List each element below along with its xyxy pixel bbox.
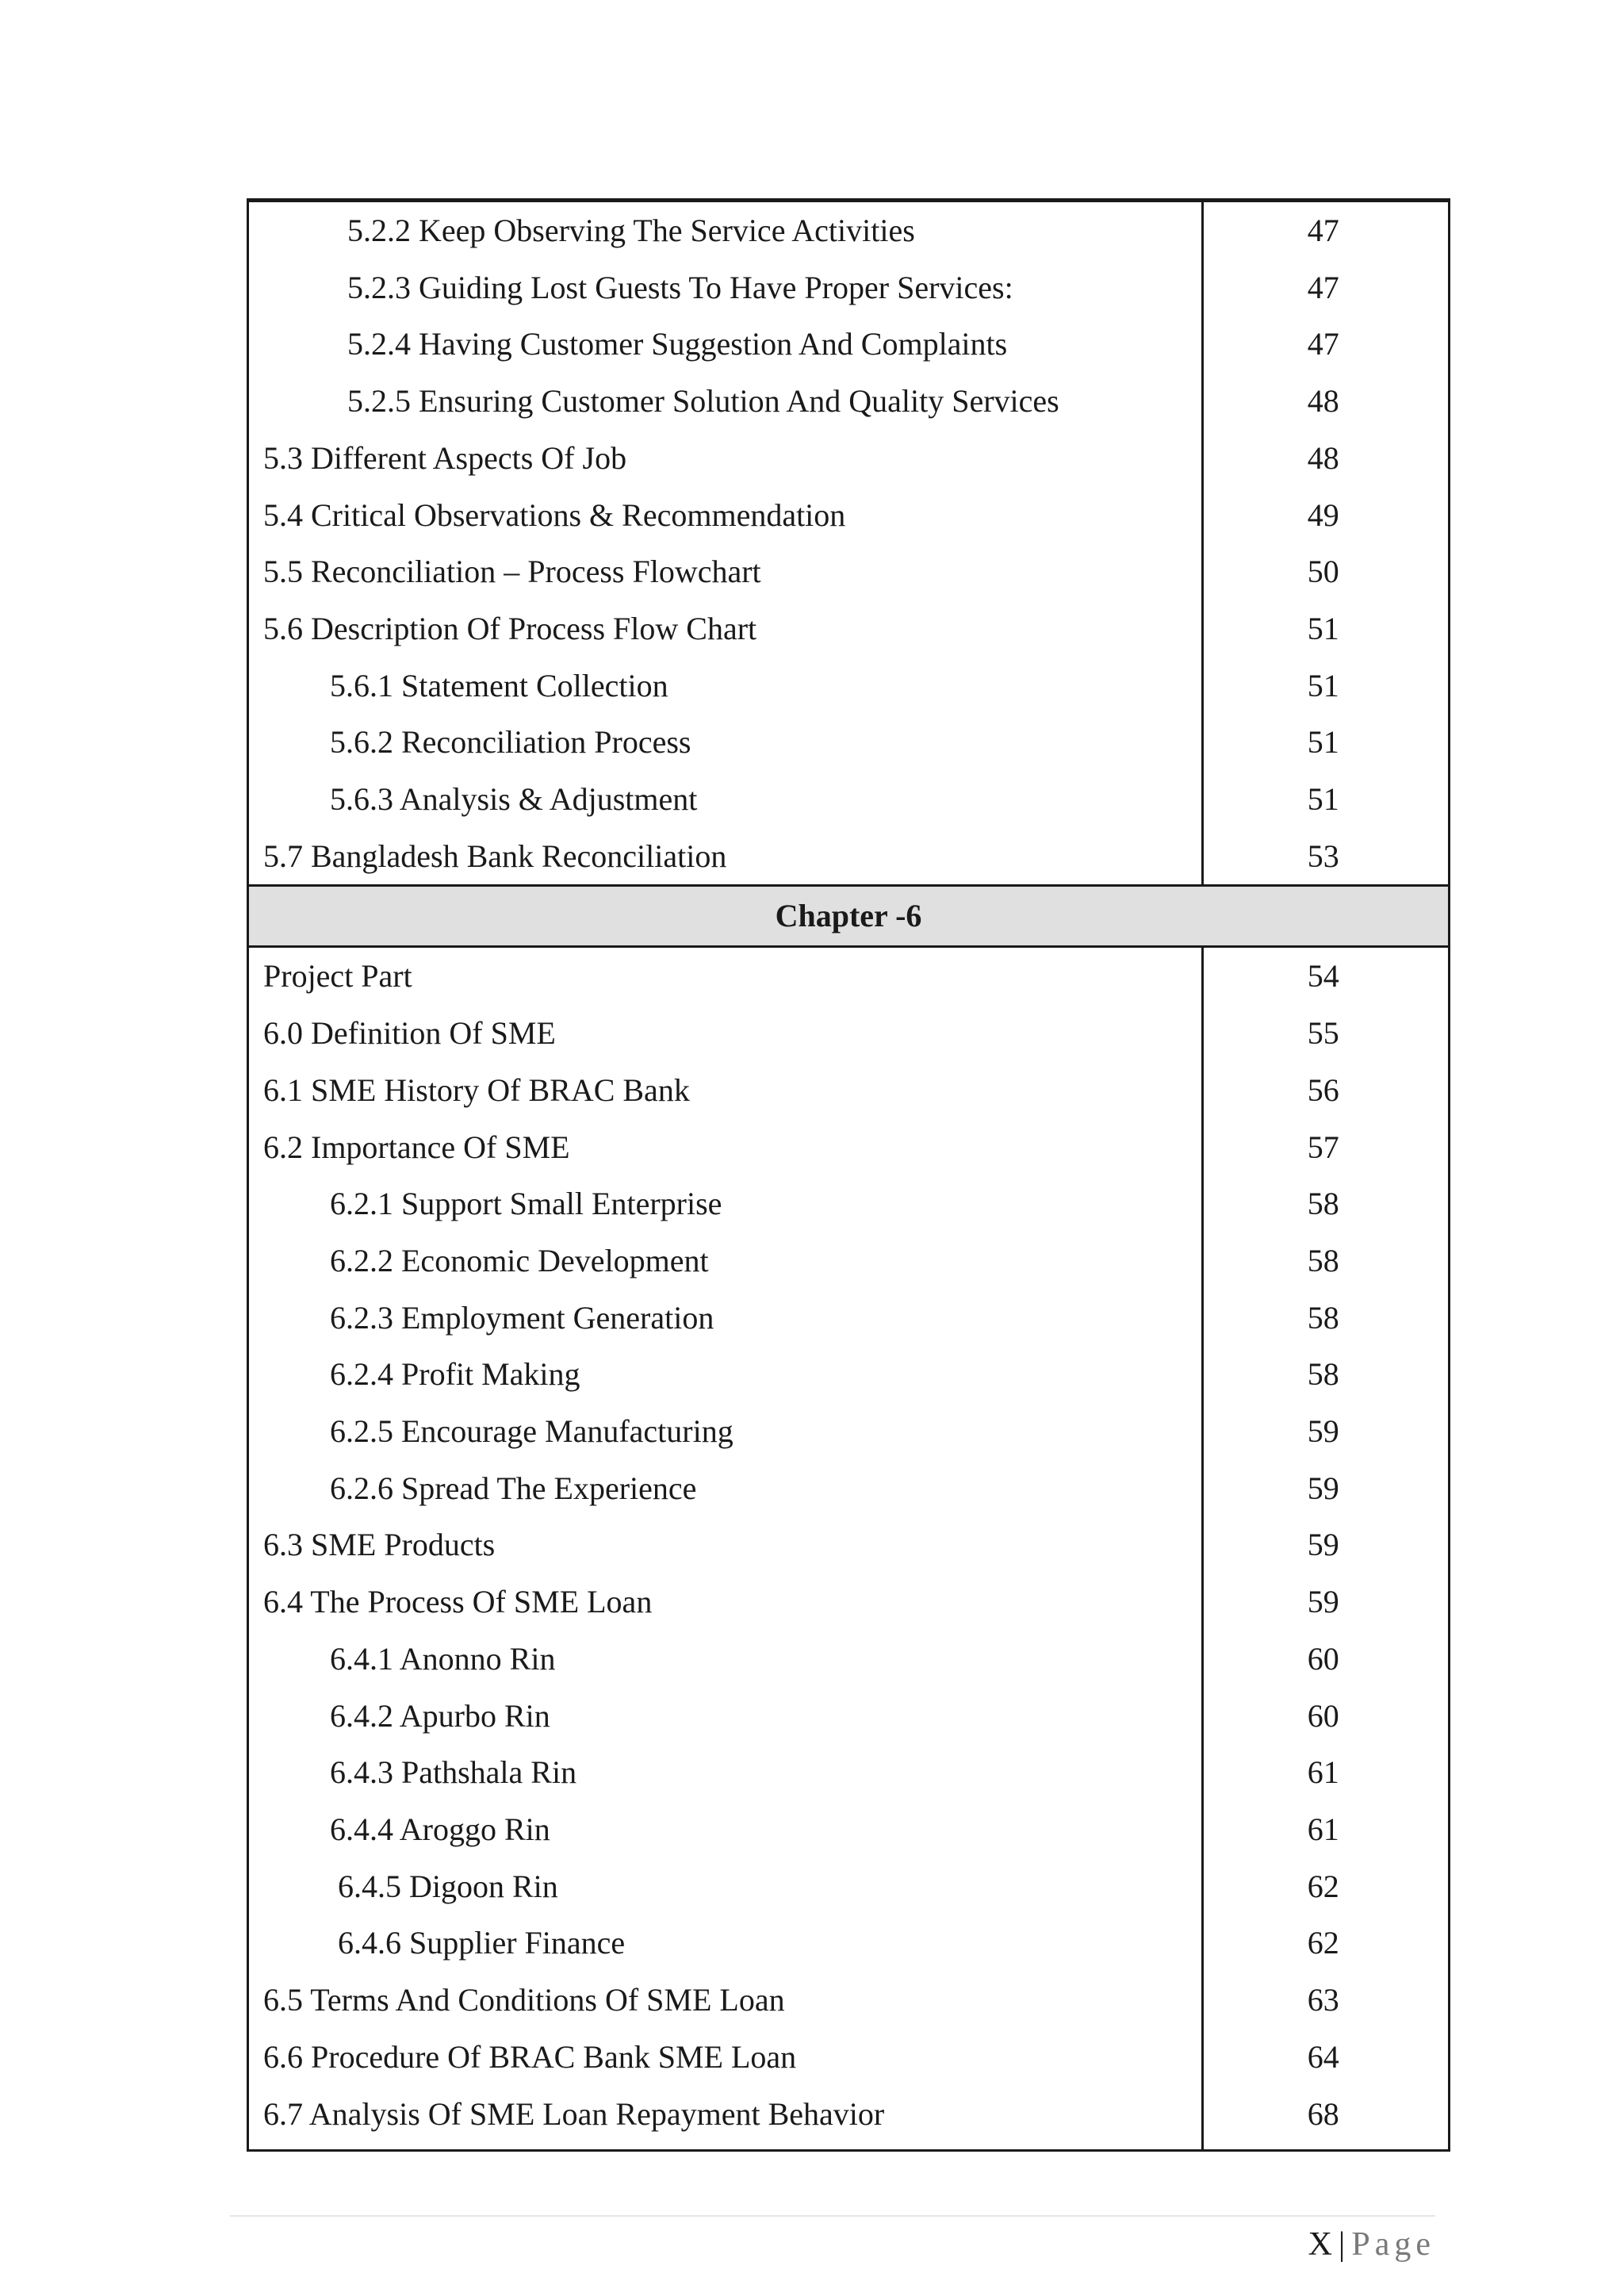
toc-entry-title: 6.4.2 Apurbo Rin [330, 1697, 550, 1734]
footer-divider [230, 2215, 1435, 2217]
toc-entry-title: 5.6.3 Analysis & Adjustment [330, 781, 698, 818]
toc-entry-row [249, 828, 1448, 886]
toc-entry-page: 48 [1202, 430, 1448, 487]
toc-entry-row [249, 1062, 1448, 1119]
toc-entry-page: 47 [1202, 259, 1448, 316]
toc-entry-page: 57 [1202, 1119, 1448, 1176]
toc-entry-title: 6.2.2 Economic Development [330, 1242, 709, 1278]
toc-entry-page: 59 [1202, 1516, 1448, 1573]
toc-entry-title: 6.0 Definition Of SME [263, 1015, 556, 1052]
toc-entry-row [249, 202, 1448, 259]
toc-entry-row [249, 1915, 1448, 1972]
toc-entry-title: 6.5 Terms And Conditions Of SME Loan [263, 1982, 785, 2018]
toc-entry-row [249, 714, 1448, 771]
toc-entry-page: 51 [1202, 771, 1448, 828]
toc-entry-page: 60 [1202, 1688, 1448, 1745]
toc-section-chapter-6 [249, 947, 1448, 2149]
toc-entry-page: 63 [1202, 1972, 1448, 2029]
toc-entry-page: 51 [1202, 714, 1448, 771]
toc-entry-title: 5.2.4 Having Customer Suggestion And Complaints [347, 326, 1008, 362]
toc-entry-title: 6.2.4 Profit Making [330, 1356, 580, 1393]
toc-entry-row [249, 947, 1448, 1005]
toc-entry-page: 49 [1202, 487, 1448, 544]
toc-entry-title: Project Part [263, 958, 412, 995]
toc-entry-row [249, 1858, 1448, 1915]
toc-entry-row [249, 1631, 1448, 1688]
toc-entry-page: 58 [1202, 1290, 1448, 1347]
page-label: Page [1351, 2226, 1435, 2263]
toc-entry-page: 56 [1202, 1062, 1448, 1119]
toc-entry-page: 59 [1202, 1573, 1448, 1631]
toc-entry-row [249, 543, 1448, 600]
toc-entry-title: 5.4 Critical Observations & Recommendation [263, 496, 846, 533]
toc-entry-row [249, 487, 1448, 544]
toc-entry-row [249, 2086, 1448, 2149]
toc-entry-title: 6.4.6 Supplier Finance [338, 1925, 626, 1961]
toc-entry-row [249, 1516, 1448, 1573]
toc-entry-title: 5.6 Description Of Process Flow Chart [263, 610, 757, 646]
toc-entry-title: 6.4.3 Pathshala Rin [330, 1754, 577, 1791]
toc-entry-page: 48 [1202, 373, 1448, 430]
toc-entry-title: 6.4.1 Anonno Rin [330, 1640, 556, 1677]
toc-entry-page: 58 [1202, 1346, 1448, 1403]
toc-entry-title: 6.2.5 Encourage Manufacturing [330, 1413, 733, 1450]
toc-chapter-row-group [249, 886, 1448, 947]
toc-entry-title: 5.2.2 Keep Observing The Service Activities [347, 213, 915, 248]
toc-entry-page: 58 [1202, 1175, 1448, 1232]
toc-entry-page: 55 [1202, 1005, 1448, 1062]
toc-entry-row [249, 1403, 1448, 1460]
toc-entry-title: 6.6 Procedure Of BRAC Bank SME Loan [263, 2038, 797, 2075]
page-number: X [1308, 2226, 1332, 2263]
toc-entry-page: 53 [1202, 828, 1448, 886]
toc-entry-page: 50 [1202, 543, 1448, 600]
table-of-contents [247, 198, 1450, 2152]
toc-entry-row [249, 316, 1448, 373]
toc-entry-page: 60 [1202, 1631, 1448, 1688]
toc-entry-title: 6.2.6 Spread The Experience [330, 1470, 697, 1506]
toc-entry-title: 5.2.5 Ensuring Customer Solution And Quality Services [347, 383, 1059, 420]
toc-entry-page: 64 [1202, 2029, 1448, 2086]
toc-entry-title: 6.4 The Process Of SME Loan [263, 1584, 653, 1620]
toc-entry-page: 47 [1202, 316, 1448, 373]
toc-entry-row [249, 259, 1448, 316]
toc-table [249, 202, 1448, 2149]
toc-entry-row [249, 430, 1448, 487]
toc-entry-row [249, 1175, 1448, 1232]
page-footer [1308, 2221, 1435, 2268]
toc-entry-page: 61 [1202, 1744, 1448, 1801]
toc-entry-row [249, 1573, 1448, 1631]
toc-entry-row [249, 1972, 1448, 2029]
toc-entry-row [249, 1688, 1448, 1745]
toc-entry-title: 6.4.4 Aroggo Rin [330, 1811, 550, 1847]
toc-entry-row [249, 2029, 1448, 2086]
toc-entry-title: 5.7 Bangladesh Bank Reconciliation [263, 838, 727, 874]
toc-entry-page: 62 [1202, 1858, 1448, 1915]
toc-entry-title: 5.5 Reconciliation – Process Flowchart [263, 554, 761, 590]
chapter-heading-row [249, 886, 1448, 947]
toc-entry-row [249, 1460, 1448, 1517]
toc-entry-title: 6.2.3 Employment Generation [330, 1299, 714, 1336]
toc-entry-page: 68 [1202, 2086, 1448, 2149]
toc-entry-row [249, 1744, 1448, 1801]
toc-entry-row [249, 1119, 1448, 1176]
toc-entry-title: 6.4.5 Digoon Rin [338, 1868, 558, 1904]
toc-entry-page: 59 [1202, 1460, 1448, 1517]
toc-entry-page: 61 [1202, 1801, 1448, 1858]
toc-entry-row [249, 373, 1448, 430]
toc-entry-title: 6.3 SME Products [263, 1527, 496, 1563]
toc-entry-page: 47 [1202, 202, 1448, 259]
toc-entry-row [249, 657, 1448, 715]
toc-entry-page: 62 [1202, 1915, 1448, 1972]
toc-entry-row [249, 1801, 1448, 1858]
toc-entry-page: 51 [1202, 657, 1448, 715]
toc-entry-title: 6.2.1 Support Small Enterprise [330, 1186, 722, 1222]
chapter-heading: Chapter -6 [249, 886, 1448, 947]
toc-entry-title: 5.2.3 Guiding Lost Guests To Have Proper Services: [347, 269, 1013, 305]
toc-entry-title: 5.6.2 Reconciliation Process [330, 724, 691, 761]
toc-entry-row [249, 1290, 1448, 1347]
toc-entry-page: 54 [1202, 947, 1448, 1005]
toc-entry-row [249, 1005, 1448, 1062]
toc-section-chapter-5 [249, 202, 1448, 886]
toc-entry-row [249, 1232, 1448, 1290]
toc-entry-row [249, 600, 1448, 657]
toc-entry-title: 6.2 Importance Of SME [263, 1129, 570, 1165]
toc-entry-title: 5.3 Different Aspects Of Job [263, 439, 627, 476]
toc-entry-row [249, 771, 1448, 828]
toc-entry-page: 51 [1202, 600, 1448, 657]
toc-entry-row [249, 1346, 1448, 1403]
footer-separator: | [1338, 2226, 1346, 2263]
toc-entry-page: 59 [1202, 1403, 1448, 1460]
toc-entry-title: 5.6.1 Statement Collection [330, 667, 668, 703]
toc-entry-title: 6.1 SME History Of BRAC Bank [263, 1071, 690, 1108]
toc-entry-title: 6.7 Analysis Of SME Loan Repayment Behavior [263, 2095, 885, 2132]
toc-entry-page: 58 [1202, 1232, 1448, 1290]
